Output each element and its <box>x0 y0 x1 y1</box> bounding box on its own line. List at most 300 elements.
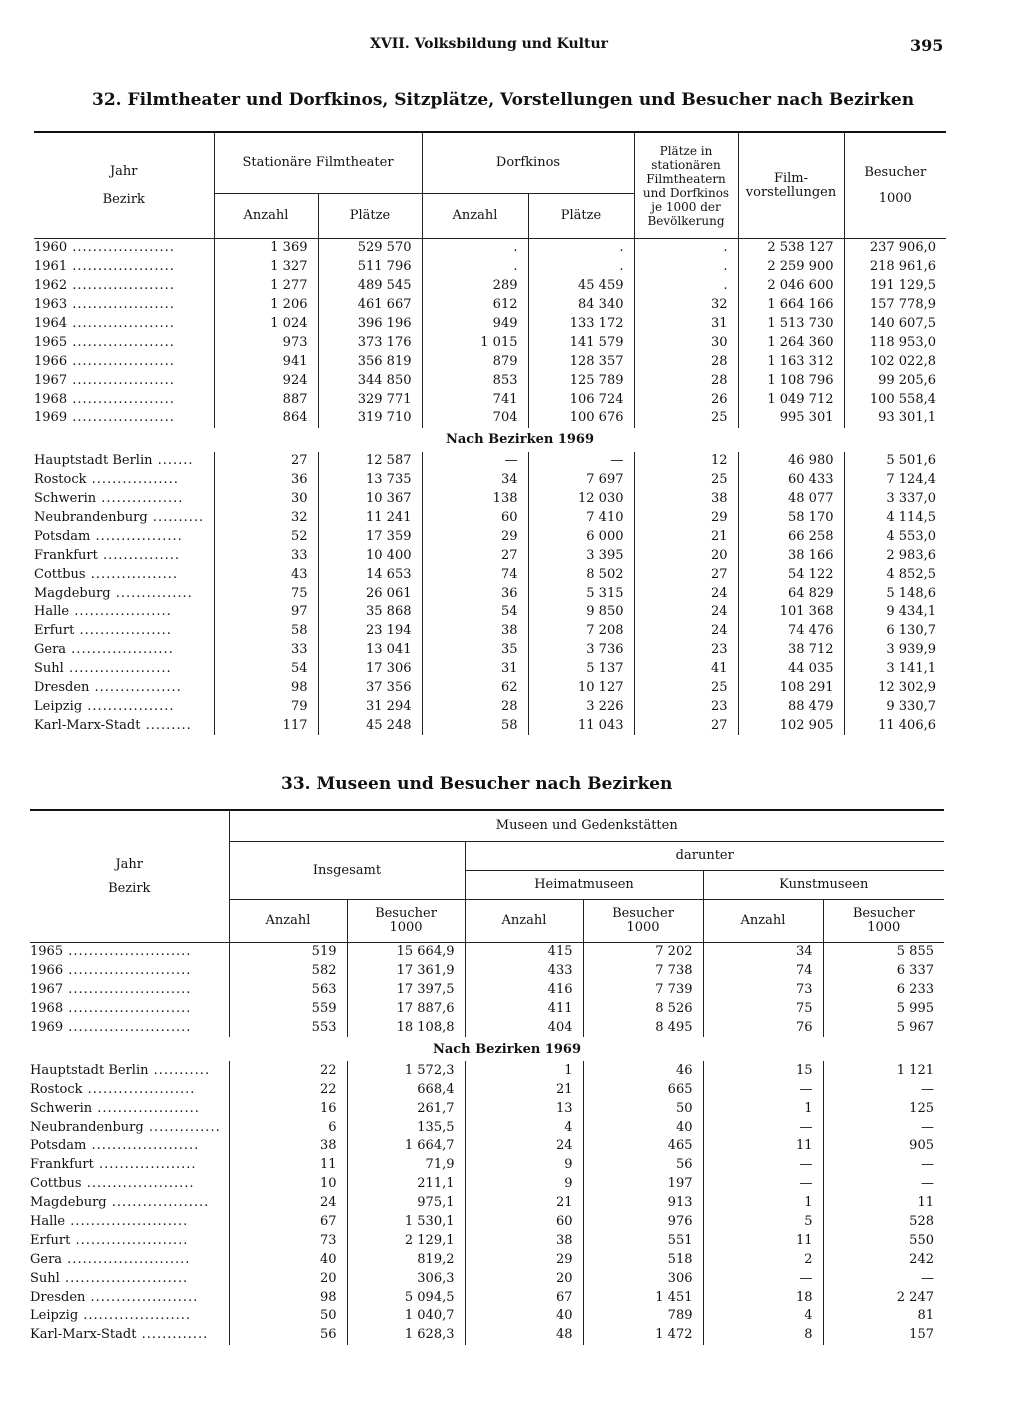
cell-value: 518 <box>583 1250 703 1269</box>
cell-value: 864 <box>214 409 318 428</box>
cell-value: 5 137 <box>528 660 634 679</box>
cell-value: 975,1 <box>347 1194 465 1213</box>
row-label <box>34 490 214 509</box>
cell-value: 58 <box>422 716 528 735</box>
row-label <box>30 1118 229 1137</box>
cell-value: 941 <box>214 352 318 371</box>
row-label <box>34 679 214 698</box>
table-row <box>30 1080 944 1099</box>
cell-value: . <box>634 258 738 277</box>
table-row <box>30 1099 944 1118</box>
row-label-text: Karl-Marx-Stadt <box>34 717 141 733</box>
cell-value: 289 <box>422 277 528 296</box>
row-label <box>34 509 214 528</box>
cell-value: 60 <box>422 509 528 528</box>
row-label <box>34 527 214 546</box>
row-label <box>34 546 214 565</box>
cell-value: — <box>703 1269 823 1288</box>
cell-value: — <box>703 1080 823 1099</box>
row-label <box>34 239 214 258</box>
cell-value: 1 277 <box>214 277 318 296</box>
h-anzahl2: Anzahl <box>422 194 528 239</box>
cell-value: 665 <box>583 1080 703 1099</box>
col-jahr-bezirk-33 <box>30 810 229 943</box>
cell-value: 75 <box>703 1000 823 1019</box>
cell-value: 9 850 <box>528 603 634 622</box>
cell-value: 11 <box>229 1156 347 1175</box>
cell-value: 30 <box>214 490 318 509</box>
row-label <box>30 981 229 1000</box>
row-label-text: 1962 <box>34 278 68 294</box>
leader-dots: ................. <box>89 680 182 696</box>
h-stationaer: Stationäre Filmtheater <box>214 132 422 194</box>
cell-value: 13 <box>465 1099 583 1118</box>
section-title: XVII. Volksbildung und Kultur <box>370 36 609 52</box>
cell-value: 27 <box>214 452 318 471</box>
cell-value: 973 <box>214 333 318 352</box>
row-label <box>34 371 214 390</box>
cell-value: 2 <box>703 1250 823 1269</box>
leader-dots: .............. <box>143 1119 221 1135</box>
row-label-text: 1963 <box>34 297 68 313</box>
cell-value: 1 163 312 <box>738 352 844 371</box>
row-label <box>30 1250 229 1269</box>
leader-dots: .......... <box>147 510 205 526</box>
leader-dots: .................... <box>67 353 175 369</box>
h33-museen: Museen und Gedenkstätten <box>229 810 944 842</box>
h-plaetze: Plätze <box>318 194 422 239</box>
cell-value: 995 301 <box>738 409 844 428</box>
leader-dots: ................ <box>96 491 184 507</box>
cell-value: 612 <box>422 296 528 315</box>
leader-dots: .................... <box>67 240 175 256</box>
cell-value: 23 <box>634 641 738 660</box>
cell-value: 73 <box>703 981 823 1000</box>
cell-value: 7 739 <box>583 981 703 1000</box>
cell-value: 17 361,9 <box>347 962 465 981</box>
row-label-text: 1960 <box>34 240 68 256</box>
leader-dots: ..................... <box>86 1138 200 1154</box>
cell-value: 1 451 <box>583 1288 703 1307</box>
row-label-text: Cottbus <box>30 1176 82 1192</box>
cell-value: 106 724 <box>528 390 634 409</box>
cell-value: 1 572,3 <box>347 1061 465 1080</box>
h33-besucher-3-label: Besucher <box>852 906 915 921</box>
cell-value: 32 <box>634 296 738 315</box>
cell-value: 9 434,1 <box>886 604 936 620</box>
cell-value: 18 108,8 <box>347 1019 465 1038</box>
cell-value: 2 247 <box>896 1289 934 1305</box>
table-row <box>34 679 946 698</box>
h33-anzahl-3: Anzahl <box>703 900 823 943</box>
cell-value: 17 359 <box>318 527 422 546</box>
leader-dots: .................... <box>66 642 174 658</box>
row-label-text: Rostock <box>34 472 87 488</box>
cell-value: 28 <box>634 352 738 371</box>
row-label <box>30 1288 229 1307</box>
cell-value: . <box>528 258 634 277</box>
cell-value: 125 <box>909 1100 934 1116</box>
row-label-text: Halle <box>34 604 70 620</box>
cell-value: 8 495 <box>583 1019 703 1038</box>
row-label <box>30 1099 229 1118</box>
cell-value: 1 206 <box>214 296 318 315</box>
cell-value: 98 <box>214 679 318 698</box>
cell-value: 21 <box>634 527 738 546</box>
cell-value: 36 <box>214 471 318 490</box>
cell-value: 100 676 <box>528 409 634 428</box>
h33-anzahl-1: Anzahl <box>229 900 347 943</box>
row-label-text: Gera <box>34 642 67 658</box>
table-row <box>34 315 946 334</box>
cell-value: 4 852,5 <box>886 566 936 582</box>
cell-value: 1 472 <box>583 1326 703 1345</box>
h33-besucher-3 <box>823 900 944 943</box>
cell-value: 3 337,0 <box>886 491 936 507</box>
cell-value: 33 <box>214 641 318 660</box>
cell-value: 819,2 <box>347 1250 465 1269</box>
row-label-text: Dresden <box>30 1289 86 1305</box>
table-row <box>30 1000 944 1019</box>
row-label <box>30 1080 229 1099</box>
row-label-text: Suhl <box>34 661 64 677</box>
cell-value: — <box>703 1118 823 1137</box>
cell-value: 528 <box>909 1214 934 1230</box>
leader-dots: ................. <box>85 566 178 582</box>
leader-dots: ................... <box>106 1195 210 1211</box>
table33-subheading: Nach Bezirken 1969 <box>432 1041 582 1057</box>
leader-dots: .................... <box>63 661 172 677</box>
cell-value: 1 108 796 <box>738 371 844 390</box>
row-label-text: Frankfurt <box>30 1157 94 1173</box>
cell-value: 54 122 <box>738 565 844 584</box>
cell-value: . <box>422 239 528 258</box>
row-label-text: 1965 <box>30 944 64 960</box>
row-label <box>30 1231 229 1250</box>
cell-value: 22 <box>229 1080 347 1099</box>
row-label-text: Schwerin <box>30 1100 93 1116</box>
page-number: 395 <box>910 36 944 55</box>
col-jahr-bezirk <box>34 132 214 239</box>
row-label-text: Magdeburg <box>34 585 111 601</box>
table-row <box>34 584 946 603</box>
leader-dots: .................... <box>92 1100 200 1116</box>
leader-dots: .................... <box>67 391 175 407</box>
row-label-text: 1967 <box>34 372 68 388</box>
cell-value: 4 114,5 <box>886 510 936 526</box>
row-label-text: Hauptstadt Berlin <box>34 453 153 469</box>
cell-value: 32 <box>214 509 318 528</box>
cell-value: 28 <box>422 697 528 716</box>
leader-dots: .................... <box>67 297 175 313</box>
cell-value: 1 513 730 <box>738 315 844 334</box>
cell-value: 28 <box>634 371 738 390</box>
cell-value: 58 <box>214 622 318 641</box>
cell-value: 60 433 <box>738 471 844 490</box>
cell-value: . <box>528 239 634 258</box>
table-row <box>30 1288 944 1307</box>
h33-jahr: Jahr <box>115 856 144 872</box>
table33-districts <box>30 1061 944 1344</box>
cell-value: 529 570 <box>318 239 422 258</box>
cell-value: 489 545 <box>318 277 422 296</box>
cell-value: 38 712 <box>738 641 844 660</box>
cell-value: 8 <box>703 1326 823 1345</box>
leader-dots: ....... <box>152 453 194 469</box>
cell-value: 56 <box>229 1326 347 1345</box>
h33-insgesamt: Insgesamt <box>229 842 465 900</box>
cell-value: 396 196 <box>318 315 422 334</box>
row-label-text: Erfurt <box>30 1232 71 1248</box>
cell-value: 38 <box>634 490 738 509</box>
cell-value: 34 <box>422 471 528 490</box>
cell-value: 9 <box>465 1156 583 1175</box>
row-label-text: Erfurt <box>34 623 75 639</box>
table-row <box>30 1326 944 1345</box>
row-label-text: Dresden <box>34 680 90 696</box>
cell-value: 102 022,8 <box>869 353 936 369</box>
table-32 <box>34 131 946 735</box>
cell-value: 1 327 <box>214 258 318 277</box>
table32-subheading-row <box>34 428 946 452</box>
cell-value: 6 130,7 <box>886 623 936 639</box>
cell-value: 46 <box>583 1061 703 1080</box>
table-row <box>34 471 946 490</box>
cell-value: 20 <box>465 1269 583 1288</box>
row-label <box>30 1156 229 1175</box>
cell-value: 13 735 <box>318 471 422 490</box>
row-label-text: 1966 <box>34 353 68 369</box>
cell-value: 58 170 <box>738 509 844 528</box>
cell-value: 21 <box>465 1080 583 1099</box>
cell-value: 15 664,9 <box>347 943 465 962</box>
cell-value: 140 607,5 <box>869 316 936 331</box>
cell-value: 11 406,6 <box>878 717 936 733</box>
leader-dots: ................. <box>90 528 183 544</box>
cell-value: 551 <box>583 1231 703 1250</box>
running-header <box>0 36 1024 58</box>
h33-besucher-1 <box>347 900 465 943</box>
row-label-text: 1965 <box>34 334 68 350</box>
leader-dots: .................... <box>67 410 175 426</box>
cell-value: 138 <box>422 490 528 509</box>
cell-value: 74 <box>422 565 528 584</box>
cell-value: — <box>921 1270 934 1286</box>
cell-value: 25 <box>634 409 738 428</box>
cell-value: . <box>634 239 738 258</box>
cell-value: . <box>634 277 738 296</box>
row-label-text: Karl-Marx-Stadt <box>30 1327 137 1343</box>
table-row <box>34 390 946 409</box>
cell-value: 415 <box>465 943 583 962</box>
cell-value: 853 <box>422 371 528 390</box>
h-plaetze-je: Plätze in stationären Filmtheatern und Dorfkinos je 1000 der Bevölkerung <box>634 132 738 239</box>
leader-dots: .................... <box>67 316 175 331</box>
cell-value: 10 367 <box>318 490 422 509</box>
row-label <box>34 296 214 315</box>
cell-value: 17 887,6 <box>347 1000 465 1019</box>
table-row <box>34 716 946 735</box>
cell-value: 550 <box>909 1232 934 1248</box>
table-row <box>30 1194 944 1213</box>
cell-value: 30 <box>634 333 738 352</box>
cell-value: 24 <box>465 1137 583 1156</box>
table-row <box>34 371 946 390</box>
table-row <box>34 452 946 471</box>
cell-value: 211,1 <box>347 1175 465 1194</box>
cell-value: 7 202 <box>583 943 703 962</box>
cell-value: 14 653 <box>318 565 422 584</box>
cell-value: 1 664 166 <box>738 296 844 315</box>
cell-value: 17 306 <box>318 660 422 679</box>
cell-value: 15 <box>703 1061 823 1080</box>
cell-value: 67 <box>465 1288 583 1307</box>
cell-value: 2 129,1 <box>347 1231 465 1250</box>
cell-value: 5 967 <box>896 1020 934 1035</box>
cell-value: 31 294 <box>318 697 422 716</box>
row-label-text: Cottbus <box>34 566 86 582</box>
cell-value: 44 035 <box>738 660 844 679</box>
table-row <box>34 258 946 277</box>
cell-value: 26 <box>634 390 738 409</box>
row-label-text: 1967 <box>30 982 64 998</box>
cell-value: 563 <box>229 981 347 1000</box>
cell-value: 237 906,0 <box>869 240 936 256</box>
cell-value: 905 <box>909 1138 934 1154</box>
cell-value: 24 <box>634 622 738 641</box>
row-label-text: 1968 <box>30 1001 64 1017</box>
cell-value: 21 <box>465 1194 583 1213</box>
leader-dots: .................. <box>74 623 172 639</box>
cell-value: 93 301,1 <box>878 410 936 426</box>
h33-bezirk: Bezirk <box>108 880 151 896</box>
row-label <box>34 565 214 584</box>
cell-value: 887 <box>214 390 318 409</box>
cell-value: 11 <box>703 1231 823 1250</box>
leader-dots: ........................ <box>63 944 192 960</box>
cell-value: 24 <box>634 584 738 603</box>
cell-value: 5 315 <box>528 584 634 603</box>
cell-value: 8 502 <box>528 565 634 584</box>
cell-value: 10 127 <box>528 679 634 698</box>
table-row <box>34 490 946 509</box>
leader-dots: ........................ <box>62 1251 191 1267</box>
cell-value: 5 148,6 <box>886 585 936 601</box>
cell-value: 133 172 <box>528 315 634 334</box>
leader-dots: .................... <box>67 259 175 275</box>
cell-value: 157 778,9 <box>869 297 936 313</box>
h-anzahl: Anzahl <box>214 194 318 239</box>
cell-value: 117 <box>214 716 318 735</box>
cell-value: 519 <box>229 943 347 962</box>
leader-dots: ............... <box>110 585 193 601</box>
table-row <box>30 943 944 962</box>
table-row <box>30 1175 944 1194</box>
cell-value: — <box>703 1156 823 1175</box>
cell-value: 433 <box>465 962 583 981</box>
h-jahr: Jahr <box>109 163 138 179</box>
row-label <box>34 315 214 334</box>
cell-value: 3 736 <box>528 641 634 660</box>
cell-value: 38 166 <box>738 546 844 565</box>
leader-dots: ..................... <box>78 1308 192 1324</box>
cell-value: — <box>703 1175 823 1194</box>
cell-value: 27 <box>422 546 528 565</box>
row-label <box>30 1213 229 1232</box>
cell-value: 582 <box>229 962 347 981</box>
cell-value: 101 368 <box>738 603 844 622</box>
cell-value: 20 <box>229 1269 347 1288</box>
cell-value: 461 667 <box>318 296 422 315</box>
cell-value: 6 337 <box>896 963 934 979</box>
leader-dots: ............. <box>136 1327 209 1343</box>
cell-value: 27 <box>634 716 738 735</box>
leader-dots: ................. <box>82 698 175 714</box>
table-row <box>30 962 944 981</box>
leader-dots: ...................... <box>70 1232 189 1248</box>
row-label <box>30 1194 229 1213</box>
cell-value: 37 356 <box>318 679 422 698</box>
cell-value: 48 <box>465 1326 583 1345</box>
cell-value: 25 <box>634 471 738 490</box>
cell-value: 2 983,6 <box>886 547 936 563</box>
table-row <box>30 1269 944 1288</box>
cell-value: 125 789 <box>528 371 634 390</box>
h33-besucher-3-unit: 1000 <box>867 920 901 935</box>
table-row <box>34 352 946 371</box>
row-label-text: Halle <box>30 1214 66 1230</box>
cell-value: 879 <box>422 352 528 371</box>
cell-value: 27 <box>634 565 738 584</box>
cell-value: 31 <box>634 315 738 334</box>
row-label <box>34 697 214 716</box>
h33-kunst: Kunstmuseen <box>703 871 944 900</box>
cell-value: 5 094,5 <box>347 1288 465 1307</box>
cell-value: 31 <box>422 660 528 679</box>
table-row <box>30 1307 944 1326</box>
row-label <box>34 641 214 660</box>
cell-value: 60 <box>465 1213 583 1232</box>
leader-dots: ........................ <box>63 963 192 979</box>
h-plaetze2: Plätze <box>528 194 634 239</box>
h-besucher-label: Besucher <box>864 164 927 180</box>
cell-value: 559 <box>229 1000 347 1019</box>
row-label-text: 1964 <box>34 316 68 331</box>
h33-besucher-2-label: Besucher <box>612 906 674 921</box>
cell-value: 10 <box>229 1175 347 1194</box>
cell-value: 56 <box>583 1156 703 1175</box>
cell-value: 81 <box>917 1308 934 1324</box>
cell-value: 54 <box>214 660 318 679</box>
cell-value: 23 194 <box>318 622 422 641</box>
cell-value: 97 <box>214 603 318 622</box>
cell-value: 29 <box>634 509 738 528</box>
cell-value: 949 <box>422 315 528 334</box>
cell-value: 74 <box>703 962 823 981</box>
row-label-text: 1969 <box>34 410 68 426</box>
cell-value: 88 479 <box>738 697 844 716</box>
h33-besucher-1-unit: 1000 <box>389 920 423 935</box>
row-label-text: Neubrandenburg <box>30 1119 144 1135</box>
h33-heimat: Heimatmuseen <box>465 871 703 900</box>
leader-dots: .................... <box>67 278 175 294</box>
cell-value: 242 <box>909 1251 934 1267</box>
row-label-text: Rostock <box>30 1081 83 1097</box>
leader-dots: .................... <box>67 334 175 350</box>
row-label <box>34 258 214 277</box>
cell-value: 108 291 <box>738 679 844 698</box>
cell-value: 38 <box>465 1231 583 1250</box>
